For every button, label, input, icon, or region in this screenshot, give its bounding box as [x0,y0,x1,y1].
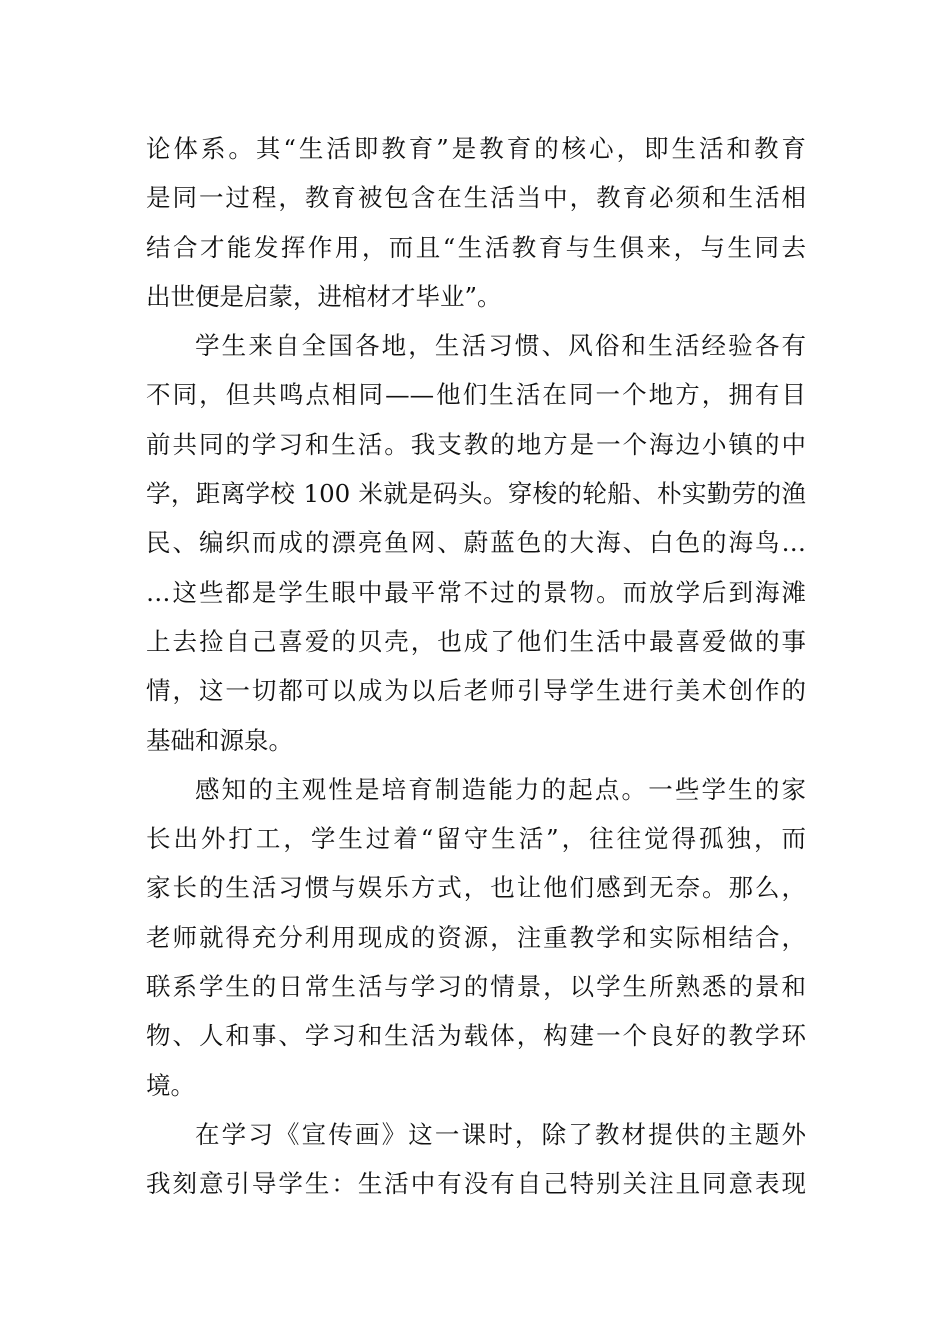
text-line: 论体系。其“生活即教育”是教育的核心，即生活和教育 [146,134,806,163]
text-line: 基础和源泉。 [146,725,293,755]
text-line: 民、编织而成的漂亮鱼网、蔚蓝色的大海、白色的海鸟… [146,528,806,558]
paragraph-poster-lesson [146,1110,806,1209]
text-line: 情，这一切都可以成为以后老师引导学生进行美术创作的 [146,676,806,706]
text-line: 老师就得充分利用现成的资源，注重教学和实际相结合， [146,922,806,952]
text-line: 家长的生活习惯与娱乐方式，也让他们感到无奈。那么， [146,873,806,903]
paragraph-perception [146,765,806,1110]
text-line: 是同一过程，教育被包含在生活当中，教育必须和生活相 [146,183,806,213]
text-line: 结合才能发挥作用，而且“生活教育与生俱来，与生同去 [146,232,806,262]
text-line: 物、人和事、学习和生活为载体，构建一个良好的教学环 [146,1021,806,1051]
paragraph-students [146,321,806,765]
body-text [146,124,806,1209]
text-line: 出世便是启蒙，进棺材才毕业”。 [146,281,502,311]
text-line: 我刻意引导学生：生活中有没有自己特别关注且同意表现 [146,1169,806,1199]
text-line: 学生来自全国各地，生活习惯、风俗和生活经验各有 [195,331,806,361]
text-line: 学，距离学校 100 米就是码头。穿梭的轮船、朴实勤劳的渔 [146,479,806,509]
text-line: 前共同的学习和生活。我支教的地方是一个海边小镇的中 [146,429,806,459]
paragraph-continuation [146,124,806,321]
text-line: 联系学生的日常生活与学习的情景，以学生所熟悉的景和 [146,972,806,1002]
text-line: 上去捡自己喜爱的贝壳，也成了他们生活中最喜爱做的事 [146,626,806,656]
text-line: 在学习《宣传画》这一课时，除了教材提供的主题外 [195,1119,806,1149]
text-line: 长出外打工，学生过着“留守生活”，往往觉得孤独，而 [146,824,806,854]
text-line: 感知的主观性是培育制造能力的起点。一些学生的家 [195,774,806,804]
text-line: …这些都是学生眼中最平常不过的景物。而放学后到海滩 [146,577,806,607]
text-line: 境。 [146,1070,195,1100]
text-line: 不同，但共鸣点相同——他们生活在同一个地方，拥有目 [146,380,806,410]
